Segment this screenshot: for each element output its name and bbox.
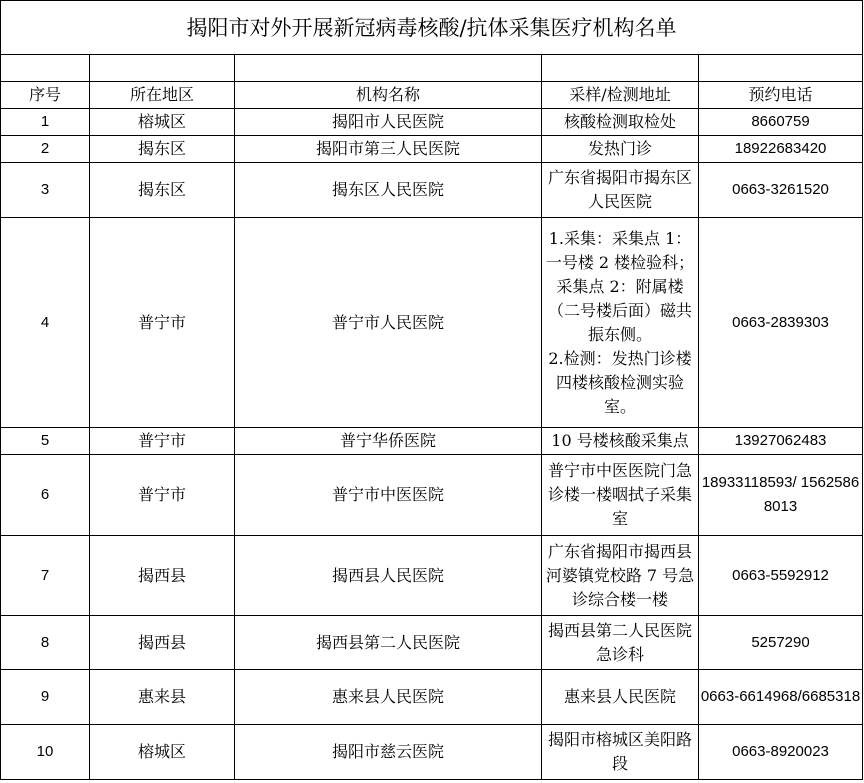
cell-phone: 0663-8920023 bbox=[699, 725, 863, 780]
cell-phone: 0663-3261520 bbox=[699, 163, 863, 218]
table-row bbox=[1, 725, 863, 780]
cell-seq: 4 bbox=[1, 218, 90, 428]
cell-seq: 3 bbox=[1, 163, 90, 218]
address-line: 广东省揭阳市揭西县河婆镇党校路 7 号急诊综合楼一楼 bbox=[545, 541, 695, 609]
cell-phone: 18933118593/ 15625868013 bbox=[699, 455, 863, 536]
cell-seq: 9 bbox=[1, 670, 90, 725]
cell-district: 揭东区 bbox=[90, 136, 235, 163]
cell-district: 榕城区 bbox=[90, 725, 235, 780]
table-row bbox=[1, 536, 863, 616]
header-district: 所在地区 bbox=[90, 82, 235, 109]
cell-phone: 0663-5592912 bbox=[699, 536, 863, 616]
cell-district: 普宁市 bbox=[90, 455, 235, 536]
table-row bbox=[1, 218, 863, 428]
cell-address bbox=[542, 109, 699, 136]
cell-seq: 2 bbox=[1, 136, 90, 163]
cell-name: 普宁市人民医院 bbox=[235, 218, 542, 428]
blank-cell bbox=[699, 55, 863, 82]
blank-cell bbox=[1, 55, 90, 82]
cell-phone: 18922683420 bbox=[699, 136, 863, 163]
page-title: 揭阳市对外开展新冠病毒核酸/抗体采集医疗机构名单 bbox=[1, 1, 863, 55]
cell-name: 揭西县第二人民医院 bbox=[235, 616, 542, 670]
cell-name: 普宁华侨医院 bbox=[235, 428, 542, 455]
header-phone: 预约电话 bbox=[699, 82, 863, 109]
cell-address bbox=[542, 536, 699, 616]
cell-name: 揭西县人民医院 bbox=[235, 536, 542, 616]
cell-address bbox=[542, 670, 699, 725]
cell-address bbox=[542, 136, 699, 163]
cell-district: 普宁市 bbox=[90, 428, 235, 455]
cell-district: 揭西县 bbox=[90, 536, 235, 616]
table-row bbox=[1, 109, 863, 136]
blank-cell bbox=[90, 55, 235, 82]
cell-address bbox=[542, 725, 699, 780]
cell-address bbox=[542, 455, 699, 536]
blank-cell bbox=[542, 55, 699, 82]
cell-seq: 10 bbox=[1, 725, 90, 780]
header-seq: 序号 bbox=[1, 82, 90, 109]
blank-row bbox=[1, 55, 863, 82]
blank-cell bbox=[235, 55, 542, 82]
cell-seq: 7 bbox=[1, 536, 90, 616]
cell-name: 揭阳市第三人民医院 bbox=[235, 136, 542, 163]
address-line: 2.检测：发热门诊楼四楼核酸检测实验室。 bbox=[548, 348, 692, 416]
table-row bbox=[1, 455, 863, 536]
cell-phone: 8660759 bbox=[699, 109, 863, 136]
table-row bbox=[1, 163, 863, 218]
cell-name: 揭阳市人民医院 bbox=[235, 109, 542, 136]
cell-phone: 0663-6614968/6685318 bbox=[699, 670, 863, 725]
cell-district: 惠来县 bbox=[90, 670, 235, 725]
cell-seq: 6 bbox=[1, 455, 90, 536]
cell-district: 揭东区 bbox=[90, 163, 235, 218]
table-row bbox=[1, 136, 863, 163]
table-row bbox=[1, 616, 863, 670]
cell-address bbox=[542, 218, 699, 428]
cell-phone: 13927062483 bbox=[699, 428, 863, 455]
cell-address bbox=[542, 616, 699, 670]
address-line: 发热门诊 bbox=[587, 139, 652, 158]
address-line: 揭阳市榕城区美阳路段 bbox=[547, 730, 692, 773]
address-line: 10 号楼核酸采集点 bbox=[551, 431, 689, 450]
cell-seq: 5 bbox=[1, 428, 90, 455]
cell-phone: 0663-2839303 bbox=[699, 218, 863, 428]
cell-address bbox=[542, 428, 699, 455]
cell-district: 普宁市 bbox=[90, 218, 235, 428]
cell-district: 榕城区 bbox=[90, 109, 235, 136]
cell-seq: 1 bbox=[1, 109, 90, 136]
cell-seq: 8 bbox=[1, 616, 90, 670]
address-line: 揭西县第二人民医院急诊科 bbox=[547, 620, 692, 664]
cell-district: 揭西县 bbox=[90, 616, 235, 670]
address-line: 普宁市中医医院门急诊楼一楼咽拭子采集室 bbox=[547, 461, 692, 528]
cell-address bbox=[542, 163, 699, 218]
header-row bbox=[1, 82, 863, 109]
cell-name: 普宁市中医医院 bbox=[235, 455, 542, 536]
cell-name: 揭东区人民医院 bbox=[235, 163, 542, 218]
header-address: 采样/检测地址 bbox=[542, 82, 699, 109]
header-name: 机构名称 bbox=[235, 82, 542, 109]
cell-phone: 5257290 bbox=[699, 616, 863, 670]
address-line: 广东省揭阳市揭东区人民医院 bbox=[547, 168, 692, 211]
address-line: 1.采集：采集点 1：一号楼 2 楼检验科；采集点 2：附属楼（二号楼后面）磁共振东侧。 bbox=[545, 228, 695, 344]
address-line: 惠来县人民医院 bbox=[563, 687, 676, 706]
address-line: 核酸检测取检处 bbox=[563, 112, 676, 131]
cell-name: 惠来县人民医院 bbox=[235, 670, 542, 725]
cell-name: 揭阳市慈云医院 bbox=[235, 725, 542, 780]
table-row bbox=[1, 670, 863, 725]
table-row bbox=[1, 428, 863, 455]
